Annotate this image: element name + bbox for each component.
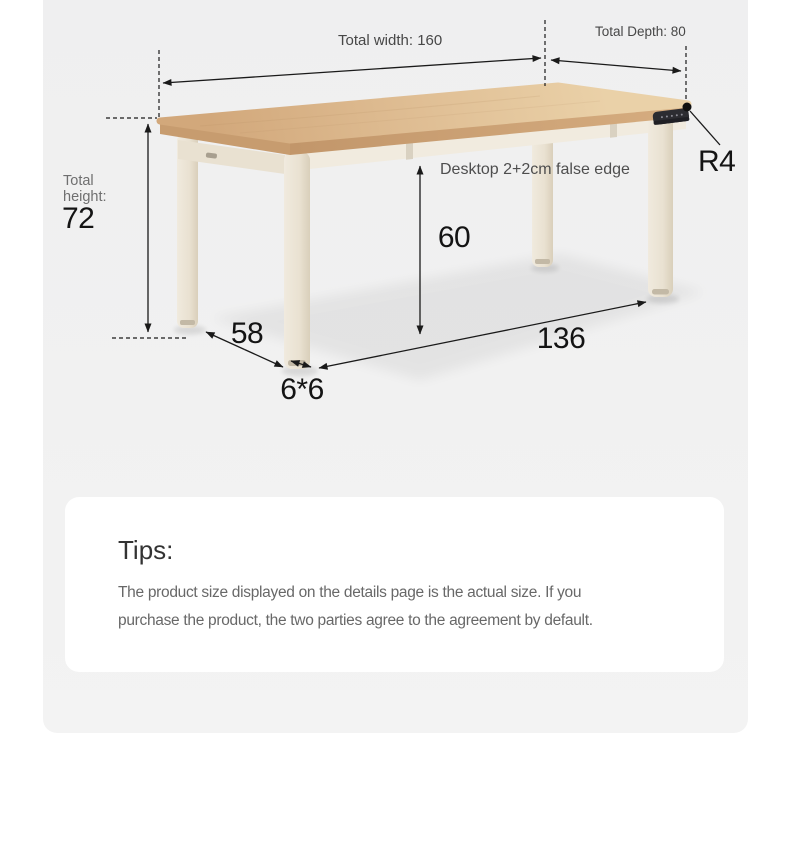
table-leg-back-left xyxy=(177,134,198,328)
total-height-label-line2: height: xyxy=(63,188,107,205)
corner-radius-dot xyxy=(683,103,692,112)
total-height-label-line1: Total xyxy=(63,173,94,189)
total-height-value: 72 xyxy=(62,202,95,235)
tips-body xyxy=(118,579,593,634)
tips-card xyxy=(65,497,724,672)
leg-offset-depth-value: 58 xyxy=(230,317,264,350)
tips-body-line2: purchase the product, the two parties agree to the agreement by default. xyxy=(118,611,593,629)
leg-cross-section-value: 6*6 xyxy=(280,373,324,406)
tips-body-line1: The product size displayed on the details page is the actual size. If you xyxy=(118,584,582,601)
total-height-label xyxy=(63,174,107,205)
table-leg-front-right xyxy=(648,113,673,297)
tips-title: Tips: xyxy=(118,535,174,565)
total-width-label: Total width: 160 xyxy=(338,32,443,49)
leg-span-value: 136 xyxy=(536,322,586,355)
total-depth-label: Total Depth: 80 xyxy=(595,24,686,39)
corner-radius-value: R4 xyxy=(698,145,736,178)
table-leg-front-left xyxy=(284,152,310,369)
table-leg-back-right xyxy=(532,126,553,267)
inner-height-value: 60 xyxy=(437,221,471,254)
desktop-edge-note: Desktop 2+2cm false edge xyxy=(440,161,630,178)
